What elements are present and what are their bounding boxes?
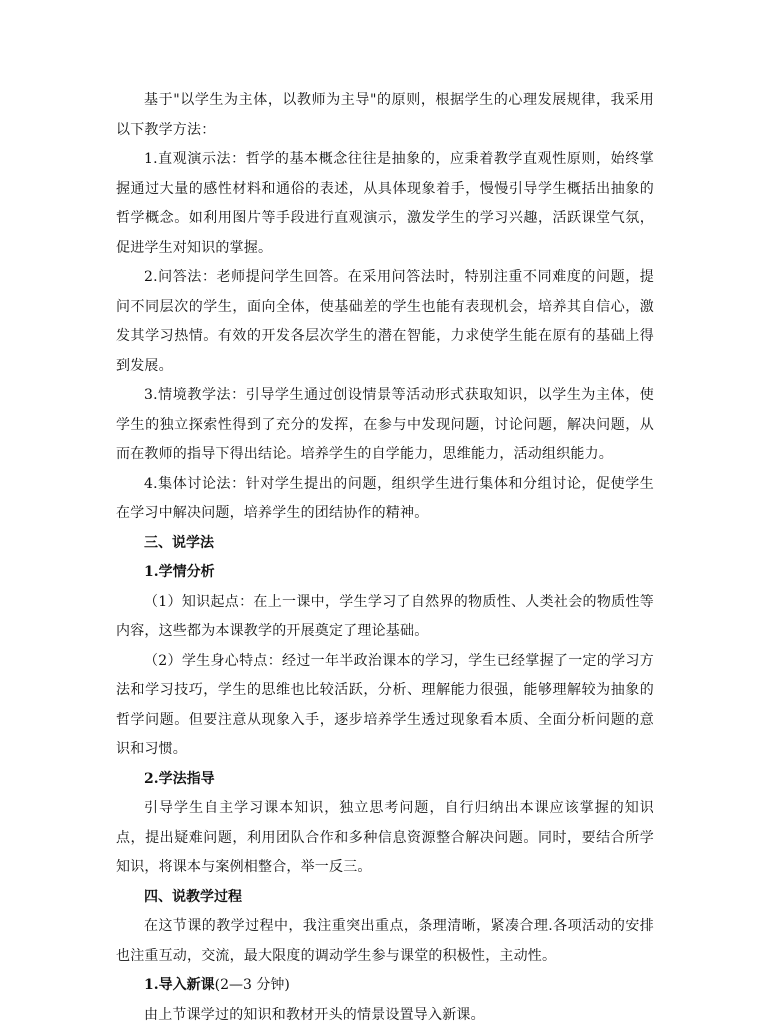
paragraph-method-4: 4.集体讨论法：针对学生提出的问题，组织学生进行集体和分组讨论，促使学生在学习中解决问题，培养学生的团结协作的精神。 (116, 470, 654, 529)
paragraph-method-2: 2.问答法：老师提问学生回答。在采用问答法时，特别注重不同难度的问题，提问不同层次的学生，面向全体，使基础差的学生也能有表现机会，培养其自信心，激发其学习热情。有效的开发各层次学生的潜在智能，力求使学生能在原有的基础上得到发展。 (116, 263, 654, 381)
paragraph-lesson-intro: 由上节课学过的知识和教材开头的情景设置导入新课。 (116, 1001, 654, 1030)
section-heading-learning-methods: 三、说学法 (116, 529, 654, 559)
subheading-lesson-intro (116, 971, 654, 1001)
paragraph-process-intro: 在这节课的教学过程中，我注重突出重点，条理清晰，紧凑合理.各项活动的安排也注重互动，交流，最大限度的调动学生参与课堂的积极性，主动性。 (116, 912, 654, 971)
section-heading-teaching-process: 四、说教学过程 (116, 883, 654, 913)
paragraph-guidance: 引导学生自主学习课本知识，独立思考问题，自行归纳出本课应该掌握的知识点，提出疑难问题，利用团队合作和多种信息资源整合解决问题。同时，要结合所学知识，将课本与案例相整合，举一反三。 (116, 794, 654, 883)
subheading-student-analysis: 1.学情分析 (116, 558, 654, 588)
paragraph-method-3: 3.情境教学法：引导学生通过创设情景等活动形式获取知识，以学生为主体，使学生的独立探索性得到了充分的发挥，在参与中发现问题，讨论问题，解决问题，从而在教师的指导下得出结论。培养学生的自学能力，思维能力，活动组织能力。 (116, 381, 654, 470)
subheading-lesson-intro-title: 1.导入新课 (144, 977, 215, 993)
paragraph-knowledge-start: （1）知识起点：在上一课中，学生学习了自然界的物质性、人类社会的物质性等内容，这些都为本课教学的开展奠定了理论基础。 (116, 588, 654, 647)
subheading-lesson-intro-duration: (2—3 分钟) (215, 977, 290, 993)
paragraph-method-1: 1.直观演示法：哲学的基本概念往往是抽象的，应秉着教学直观性原则，始终掌握通过大量的感性材料和通俗的表述，从具体现象着手，慢慢引导学生概括出抽象的哲学概念。如利用图片等手段进行直观演示，激发学生的学习兴趣，活跃课堂气氛，促进学生对知识的掌握。 (116, 145, 654, 263)
paragraph-student-traits: （2）学生身心特点：经过一年半政治课本的学习，学生已经掌握了一定的学习方法和学习技巧，学生的思维也比较活跃，分析、理解能力很强，能够理解较为抽象的哲学问题。但要注意从现象入手，逐步培养学生透过现象看本质、全面分析问题的意识和习惯。 (116, 647, 654, 765)
subheading-learning-guidance: 2.学法指导 (116, 765, 654, 795)
paragraph-teaching-methods-intro: 基于"以学生为主体，以教师为主导"的原则，根据学生的心理发展规律，我采用以下教学方法： (116, 86, 654, 145)
